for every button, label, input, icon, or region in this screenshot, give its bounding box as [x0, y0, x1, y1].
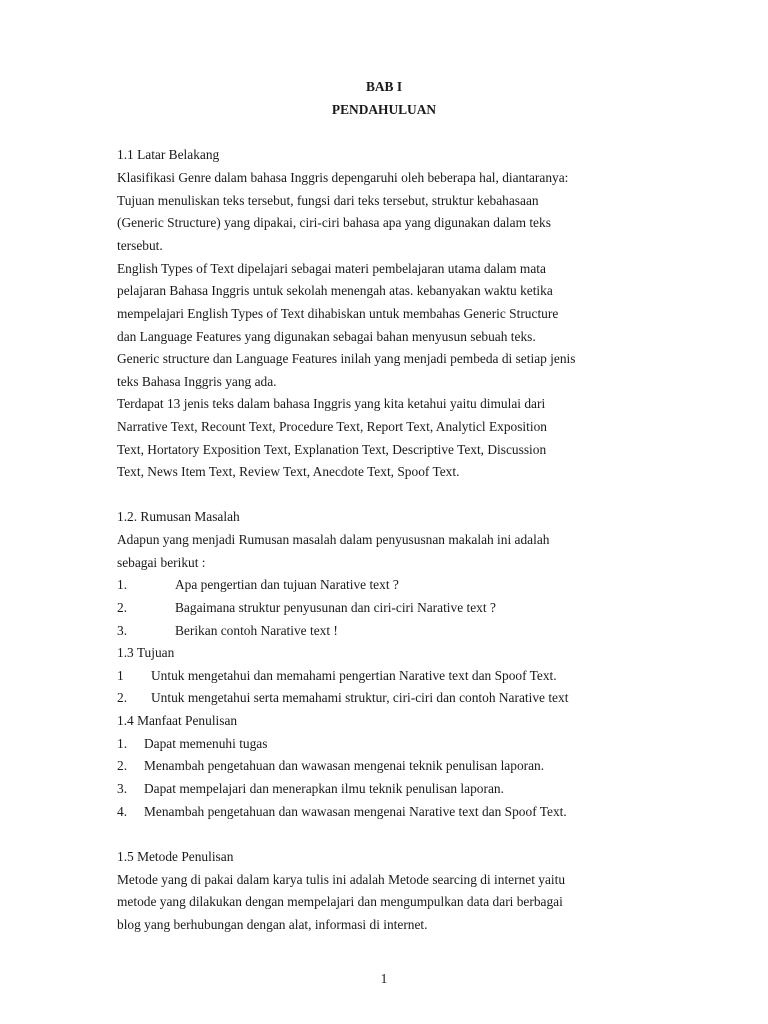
list-item-text: Dapat mempelajari dan menerapkan ilmu teknik penulisan laporan.: [144, 781, 504, 796]
section-heading-manfaat-penulisan: 1.4 Manfaat Penulisan: [117, 713, 238, 728]
list-item-text: Apa pengertian dan tujuan Narative text ?: [175, 577, 399, 592]
list-item-text: Untuk mengetahui dan memahami pengertian Narative text dan Spoof Text.: [151, 668, 557, 683]
paragraph-line: metode yang dilakukan dengan mempelajari dan mengumpulkan data dari berbagai: [117, 894, 563, 909]
chapter-title: PENDAHULUAN: [331, 102, 437, 117]
list-item-text: Menambah pengetahuan dan wawasan mengenai teknik penulisan laporan.: [144, 758, 545, 773]
section-heading-rumusan-masalah: 1.2. Rumusan Masalah: [117, 509, 240, 524]
paragraph-line: Metode yang di pakai dalam karya tulis ini adalah Metode searcing di internet yaitu: [117, 872, 566, 887]
list-item-number: 2.: [117, 600, 128, 615]
paragraph-line: Tujuan menuliskan teks tersebut, fungsi dari teks tersebut, struktur kebahasaan: [117, 193, 539, 208]
paragraph-line: Text, Hortatory Exposition Text, Explanation Text, Descriptive Text, Discussion: [117, 442, 547, 457]
section-heading-latar-belakang: 1.1 Latar Belakang: [117, 147, 220, 162]
paragraph-line: Adapun yang menjadi Rumusan masalah dalam penyususnan makalah ini adalah: [117, 532, 550, 547]
paragraph-line: English Types of Text dipelajari sebagai materi pembelajaran utama dalam mata: [117, 261, 546, 276]
paragraph-line: tersebut.: [117, 238, 163, 253]
paragraph-line: (Generic Structure) yang dipakai, ciri-ciri bahasa apa yang digunakan dalam teks: [117, 215, 551, 230]
paragraph-line: blog yang berhubungan dengan alat, informasi di internet.: [117, 917, 428, 932]
list-item-text: Bagaimana struktur penyusunan dan ciri-ciri Narative text ?: [175, 600, 496, 615]
list-item-number: 2.: [117, 690, 128, 705]
list-item-number: 3.: [117, 623, 128, 638]
paragraph-line: Narrative Text, Recount Text, Procedure Text, Report Text, Analyticl Exposition: [117, 419, 547, 434]
paragraph-line: teks Bahasa Inggris yang ada.: [117, 374, 277, 389]
list-item-number: 3.: [117, 781, 128, 796]
section-heading-tujuan: 1.3 Tujuan: [117, 645, 175, 660]
paragraph-line: pelajaran Bahasa Inggris untuk sekolah menengah atas. kebanyakan waktu ketika: [117, 283, 553, 298]
paragraph-line: dan Language Features yang digunakan sebagai bahan menyusun sebuah teks.: [117, 329, 536, 344]
list-item-text: Dapat memenuhi tugas: [144, 736, 268, 751]
paragraph-line: Terdapat 13 jenis teks dalam bahasa Inggris yang kita ketahui yaitu dimulai dari: [117, 396, 546, 411]
paragraph-line: mempelajari English Types of Text dihabiskan untuk membahas Generic Structure: [117, 306, 559, 321]
list-item-number: 2.: [117, 758, 128, 773]
paragraph-line: Generic structure dan Language Features inilah yang menjadi pembeda di setiap jenis: [117, 351, 576, 366]
list-item-number: 1: [117, 668, 124, 683]
list-item-text: Menambah pengetahuan dan wawasan mengenai Narative text dan Spoof Text.: [144, 804, 567, 819]
chapter-label: BAB I: [365, 79, 403, 94]
list-item-text: Berikan contoh Narative text !: [175, 623, 338, 638]
section-heading-metode-penulisan: 1.5 Metode Penulisan: [117, 849, 234, 864]
list-item-number: 4.: [117, 804, 128, 819]
paragraph-line: Klasifikasi Genre dalam bahasa Inggris depengaruhi oleh beberapa hal, diantaranya:: [117, 170, 569, 185]
paragraph-line: Text, News Item Text, Review Text, Anecdote Text, Spoof Text.: [117, 464, 460, 479]
list-item-number: 1.: [117, 577, 128, 592]
list-item-number: 1.: [117, 736, 128, 751]
page-number: 1: [380, 971, 388, 986]
list-item-text: Untuk mengetahui serta memahami struktur, ciri-ciri dan contoh Narative text: [151, 690, 569, 705]
paragraph-line: sebagai berikut :: [117, 555, 206, 570]
